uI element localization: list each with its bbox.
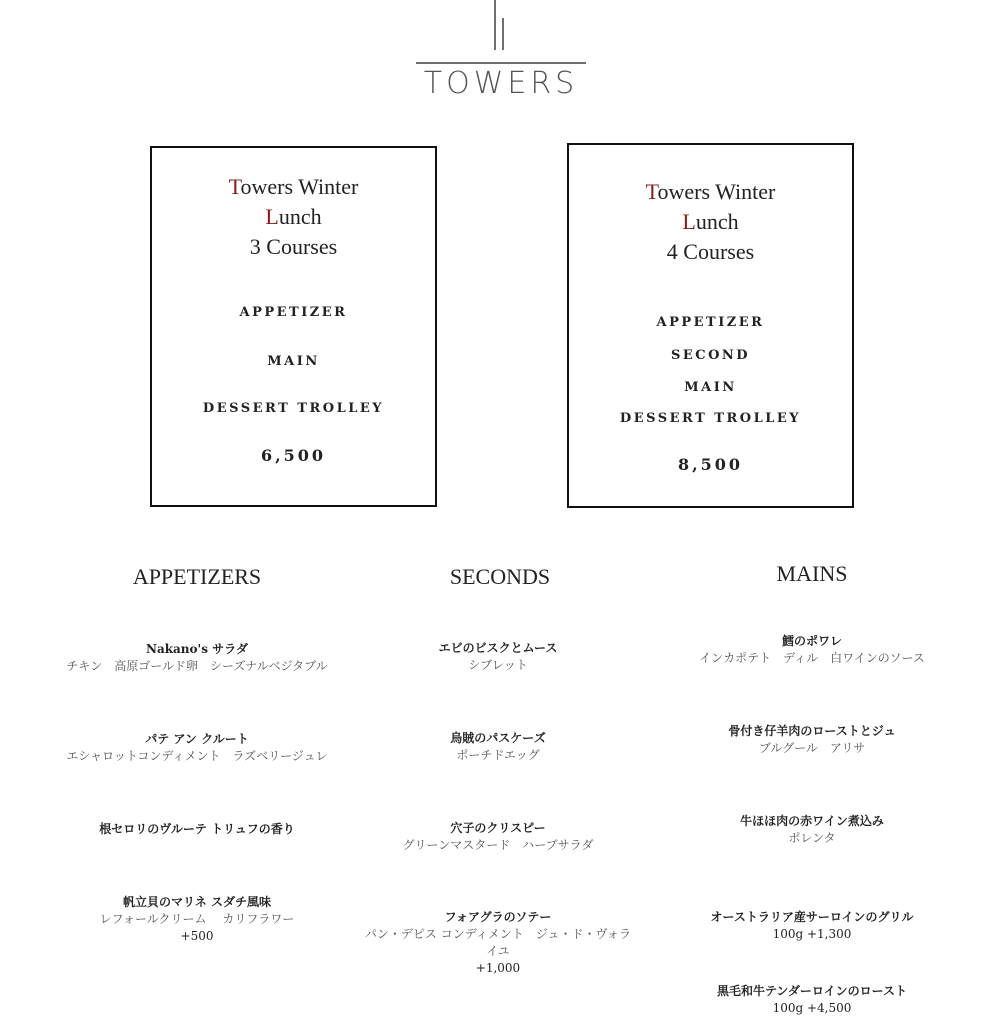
menu-item bbox=[37, 731, 357, 765]
course-price: 6,500 bbox=[260, 446, 327, 465]
title-line: 4 Courses bbox=[666, 239, 755, 264]
item-name: 鱈のポワレ bbox=[781, 634, 842, 648]
logo-line-left bbox=[494, 0, 496, 50]
item-surcharge: +500 bbox=[180, 929, 214, 943]
logo-wordmark: TOWERS bbox=[423, 66, 579, 101]
item-name: 骨付き仔羊肉のローストとジュ bbox=[728, 724, 896, 738]
menu-item bbox=[652, 633, 972, 667]
course-label: APPETIZER bbox=[239, 305, 348, 320]
course-label: SECOND bbox=[670, 348, 751, 363]
mains-heading: MAINS bbox=[776, 561, 848, 586]
menu-item bbox=[338, 909, 658, 977]
logo-line-right bbox=[502, 18, 504, 50]
item-surcharge: 100g +1,300 bbox=[772, 927, 852, 941]
course-label: DESSERT TROLLEY bbox=[202, 401, 385, 416]
item-name: パテ アン クルート bbox=[145, 732, 249, 746]
item-desc: チキン 高原ゴールド卵 シーズナルベジタブル bbox=[66, 659, 328, 673]
item-desc: グリーンマスタード ハーブサラダ bbox=[402, 838, 594, 852]
menu-item bbox=[652, 723, 972, 757]
item-desc-cont: イユ bbox=[486, 944, 510, 958]
item-name: オーストラリア産サーロインのグリル bbox=[710, 910, 914, 924]
menu-item bbox=[652, 813, 972, 847]
course-label: MAIN bbox=[267, 354, 320, 369]
course-card-4 bbox=[567, 143, 854, 508]
item-desc: レフォールクリーム カリフラワー bbox=[99, 912, 295, 926]
item-desc: ポレンタ bbox=[788, 831, 836, 845]
appetizers-heading: APPETIZERS bbox=[132, 564, 262, 589]
menu-item bbox=[37, 641, 357, 675]
item-name: 黒毛和牛テンダーロインのロースト bbox=[717, 984, 907, 998]
item-desc: ポーチドエッグ bbox=[456, 748, 540, 762]
card-title bbox=[152, 172, 435, 262]
item-desc: ブルグール アリサ bbox=[758, 741, 866, 755]
item-name: エビのビスクとムース bbox=[438, 641, 558, 655]
title-line: Towers Winter bbox=[228, 174, 359, 199]
title-line: 3 Courses bbox=[249, 234, 338, 259]
item-name: フォアグラのソテー bbox=[444, 910, 552, 924]
menu-item bbox=[338, 730, 658, 764]
menu-item bbox=[338, 640, 658, 674]
menu-item bbox=[37, 894, 357, 945]
item-name: Nakano's サラダ bbox=[145, 642, 249, 656]
item-name: 帆立貝のマリネ スダチ風味 bbox=[123, 895, 271, 909]
course-price: 8,500 bbox=[677, 455, 744, 474]
card-title bbox=[569, 177, 852, 267]
item-desc: シブレット bbox=[468, 658, 528, 672]
item-surcharge: +1,000 bbox=[475, 961, 521, 975]
item-name: 牛ほほ肉の赤ワイン煮込み bbox=[740, 814, 884, 828]
item-name: 根セロリのヴルーテ トリュフの香り bbox=[99, 822, 295, 836]
title-line: Lunch bbox=[682, 209, 739, 234]
title-line: Lunch bbox=[265, 204, 322, 229]
logo-rule bbox=[416, 62, 586, 64]
course-label: APPETIZER bbox=[656, 315, 765, 330]
menu-item bbox=[652, 909, 972, 943]
menu-item bbox=[37, 821, 357, 838]
item-surcharge: 100g +4,500 bbox=[772, 1001, 852, 1015]
menu-item bbox=[652, 983, 972, 1017]
towers-logo bbox=[416, 0, 586, 100]
seconds-heading: SECONDS bbox=[449, 564, 551, 589]
item-desc: エシャロットコンディメント ラズベリージュレ bbox=[66, 749, 328, 763]
course-label: MAIN bbox=[684, 380, 737, 395]
title-line: Towers Winter bbox=[645, 179, 776, 204]
item-name: 烏賊のパスケーズ bbox=[450, 731, 546, 745]
item-name: 穴子のクリスピー bbox=[450, 821, 546, 835]
item-desc: インカポテト ディル 白ワインのソース bbox=[699, 651, 925, 665]
course-label: DESSERT TROLLEY bbox=[619, 411, 802, 426]
menu-item bbox=[338, 820, 658, 854]
item-desc: パン・デピス コンディメント ジュ・ド・ヴォラ bbox=[364, 927, 632, 941]
course-card-3 bbox=[150, 146, 437, 507]
